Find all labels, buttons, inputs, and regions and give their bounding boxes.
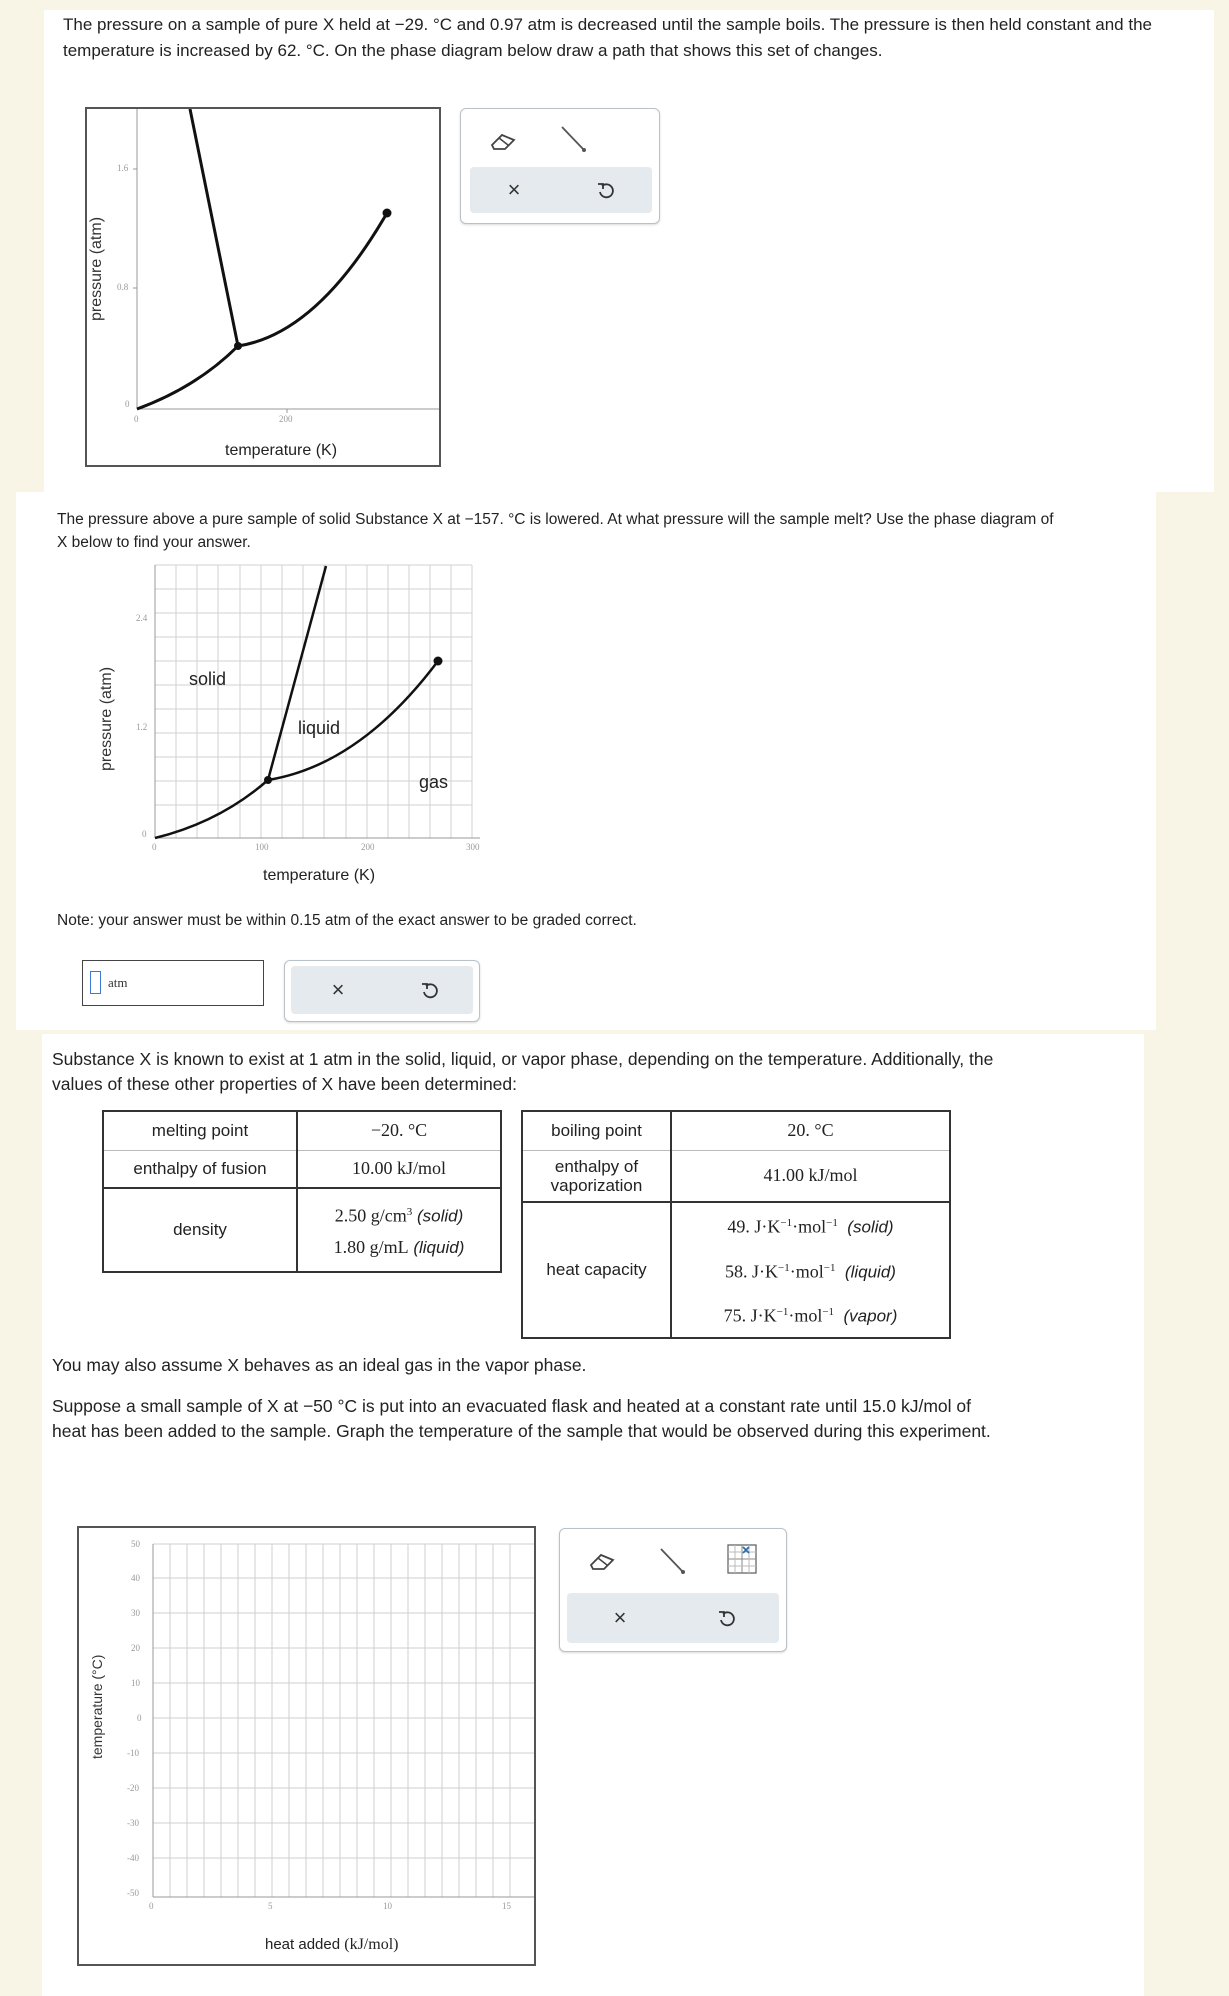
q1-critical-point xyxy=(383,209,392,218)
q1-y-axis-title: pressure (atm) xyxy=(88,216,105,321)
q3-heating-curve-canvas[interactable] xyxy=(79,1528,534,1964)
density-solid-value: 2.50 g/cm xyxy=(334,1205,407,1226)
q1-vaporization-curve xyxy=(238,213,387,346)
q3-suppose-line2: heat has been added to the sample. Graph the temperature of the sample that would be observed during this experiment. xyxy=(52,1421,991,1441)
enthalpy-fusion-value: 10.00 kJ/mol xyxy=(297,1150,501,1188)
hc-liquid-value: 58. J·K xyxy=(725,1261,779,1282)
q3-ytick-40: 40 xyxy=(131,1573,140,1583)
q2-text-line1: The pressure above a pure sample of solid Substance X at −157. °C is lowered. At what pressure will the sample melt? Use the phase diagram of xyxy=(57,511,1054,528)
hc-vapor-phase: (vapor) xyxy=(843,1306,898,1326)
q1-text-line1: The pressure on a sample of pure X held at −29. °C and 0.97 atm is decreased until the sample boils. The pressure is then held constant and the xyxy=(63,15,1152,34)
q2-xtick-1: 0 xyxy=(152,842,157,852)
q3-ytick-10: 10 xyxy=(131,1678,140,1688)
q1-text-line2: temperature is increased by 62. °C. On the phase diagram below draw a path that shows this set of changes. xyxy=(63,41,883,60)
q2-fusion-curve xyxy=(268,566,326,780)
q2-sublimation-curve xyxy=(155,780,268,838)
boiling-point-value: 20. °C xyxy=(671,1111,950,1150)
hc-vapor-exp1: −1 xyxy=(776,1306,789,1319)
q1-xtick-1: 0 xyxy=(134,414,139,424)
q3-point-tool[interactable] xyxy=(722,1539,762,1579)
q3-ideal-gas-text: You may also assume X behaves as an ideal gas in the vapor phase. xyxy=(52,1355,587,1375)
hc-vapor-mol: ·mol xyxy=(788,1305,823,1326)
q3-clear-button[interactable] xyxy=(600,1598,640,1638)
undo-icon xyxy=(717,1608,737,1628)
q2-note: Note: your answer must be within 0.15 atm of the exact answer to be graded correct. xyxy=(57,912,637,929)
q2-y-axis-title: pressure (atm) xyxy=(98,666,115,771)
hc-vapor-value: 75. J·K xyxy=(723,1305,777,1326)
hc-solid-phase: (solid) xyxy=(847,1217,894,1237)
q1-ytick-3: 0 xyxy=(125,399,130,409)
density-values xyxy=(297,1188,501,1272)
enthalpy-fusion-label: enthalpy of fusion xyxy=(103,1150,297,1188)
q2-xtick-3: 200 xyxy=(361,842,375,852)
q3-ytick-m50: -50 xyxy=(127,1888,139,1898)
q3-ytick-30: 30 xyxy=(131,1608,140,1618)
q3-right-properties-table xyxy=(521,1110,951,1339)
hc-solid-value: 49. J·K xyxy=(727,1216,781,1237)
q1-fusion-curve xyxy=(190,109,238,346)
q3-ytick-m40: -40 xyxy=(127,1853,139,1863)
q3-xtick-15: 15 xyxy=(502,1901,511,1911)
q2-text-line2: X below to find your answer. xyxy=(57,534,251,551)
q2-ytick-1: 2.4 xyxy=(136,613,148,623)
q1-x-axis-title: temperature (K) xyxy=(225,442,338,459)
density-liquid-value: 1.80 g/mL xyxy=(333,1236,409,1257)
q2-critical-point xyxy=(434,657,443,666)
density-label: density xyxy=(103,1188,297,1272)
q2-ytick-3: 0 xyxy=(142,829,147,839)
hc-solid-exp1: −1 xyxy=(780,1217,793,1229)
q1-eraser-tool[interactable] xyxy=(483,121,523,161)
eraser-icon xyxy=(488,130,518,152)
q2-xtick-2: 100 xyxy=(255,842,269,852)
q2-answer-field[interactable] xyxy=(82,960,264,1006)
q2-phase-diagram xyxy=(90,560,520,900)
q1-triple-point xyxy=(234,342,242,350)
q3-ytick-0: 0 xyxy=(137,1713,142,1723)
line-tool-icon xyxy=(656,1545,688,1577)
undo-icon xyxy=(596,180,616,200)
enthalpy-vap-label-line1: enthalpy of xyxy=(554,1156,639,1176)
q2-x-axis-title: temperature (K) xyxy=(263,867,376,884)
q2-answer-unit: atm xyxy=(108,975,128,990)
enthalpy-vap-value: 41.00 kJ/mol xyxy=(671,1150,950,1202)
boiling-point-label: boiling point xyxy=(522,1111,671,1150)
q3-ytick-m30: -30 xyxy=(127,1818,139,1828)
q1-phase-diagram[interactable] xyxy=(85,107,441,467)
q3-left-properties-table xyxy=(102,1110,502,1273)
q3-undo-button[interactable] xyxy=(707,1598,747,1638)
q2-clear-button[interactable] xyxy=(318,970,358,1010)
q3-heating-curve-graph[interactable] xyxy=(77,1526,536,1966)
q3-xtick-10: 10 xyxy=(383,1901,392,1911)
heat-capacity-values xyxy=(671,1202,950,1338)
hc-liquid-mol: ·mol xyxy=(789,1261,824,1282)
q2-region-gas: gas xyxy=(419,772,449,792)
q2-vaporization-curve xyxy=(268,661,438,780)
q1-drawing-toolbox xyxy=(460,108,660,224)
enthalpy-vap-label-line2: vaporization xyxy=(550,1175,643,1195)
q3-ytick-20: 20 xyxy=(131,1643,140,1653)
hc-vapor-exp2: −1 xyxy=(822,1306,835,1319)
q1-sublimation-curve xyxy=(137,346,238,409)
point-tool-icon xyxy=(726,1543,758,1575)
q3-x-axis-label: heat added xyxy=(265,1936,341,1953)
q3-line-tool[interactable] xyxy=(652,1541,692,1581)
hc-solid-exp2: −1 xyxy=(826,1217,838,1229)
melting-point-label: melting point xyxy=(103,1111,297,1150)
q3-toolbar-actions xyxy=(567,1593,779,1643)
q3-suppose-line1: Suppose a small sample of X at −50 °C is put into an evacuated flask and heated at a constant rate until 15.0 kJ/mol of xyxy=(52,1396,972,1416)
q1-line-tool[interactable] xyxy=(553,119,593,159)
hc-solid-mol: ·mol xyxy=(792,1216,827,1237)
density-liquid-phase: (liquid) xyxy=(413,1237,465,1257)
q3-xtick-5: 5 xyxy=(268,1901,273,1911)
q3-x-axis-title xyxy=(265,1936,398,1954)
close-icon: × xyxy=(507,177,521,202)
q3-xtick-0: 0 xyxy=(149,1901,154,1911)
q2-triple-point xyxy=(264,776,272,784)
close-icon: × xyxy=(331,977,345,1002)
q1-clear-button[interactable] xyxy=(494,170,534,210)
q2-undo-button[interactable] xyxy=(410,970,450,1010)
q3-ytick-m20: -20 xyxy=(127,1783,139,1793)
density-solid-phase: (solid) xyxy=(416,1206,464,1226)
q2-answer-input[interactable] xyxy=(90,971,101,994)
q3-intro-line1: Substance X is known to exist at 1 atm in the solid, liquid, or vapor phase, depending on the temperature. Additionally, the xyxy=(52,1049,994,1069)
heat-capacity-label: heat capacity xyxy=(522,1202,671,1338)
hc-liquid-phase: (liquid) xyxy=(844,1262,896,1282)
q1-ytick-1: 1.6 xyxy=(117,163,129,173)
q3-intro-line2: values of these other properties of X have been determined: xyxy=(52,1074,518,1094)
q1-ytick-2: 0.8 xyxy=(117,282,129,292)
q2-answer-toolbox xyxy=(284,960,480,1022)
q1-phase-diagram-canvas[interactable] xyxy=(87,109,439,465)
q2-region-liquid: liquid xyxy=(298,718,341,738)
q2-region-solid: solid xyxy=(189,669,227,689)
hc-liquid-exp1: −1 xyxy=(778,1261,790,1274)
q2-ytick-2: 1.2 xyxy=(136,722,148,732)
q3-ytick-m10: -10 xyxy=(127,1748,139,1758)
q3-y-axis-title: temperature (°C) xyxy=(89,1654,105,1759)
q1-undo-button[interactable] xyxy=(586,170,626,210)
q3-x-axis-unit: (kJ/mol) xyxy=(344,1936,399,1953)
melting-point-value: −20. °C xyxy=(297,1111,501,1150)
q1-xtick-2: 200 xyxy=(279,414,293,424)
q3-eraser-tool[interactable] xyxy=(582,1541,622,1581)
hc-liquid-exp2: −1 xyxy=(823,1261,836,1274)
undo-icon xyxy=(420,980,440,1000)
eraser-icon xyxy=(587,1550,617,1572)
q2-xtick-4: 300 xyxy=(466,842,480,852)
line-tool-icon xyxy=(557,123,589,155)
close-icon: × xyxy=(613,1605,627,1630)
enthalpy-vap-label xyxy=(522,1150,671,1202)
density-solid-exponent: 3 xyxy=(406,1206,413,1219)
q3-drawing-toolbox xyxy=(559,1528,787,1652)
q3-ytick-50: 50 xyxy=(131,1539,140,1549)
